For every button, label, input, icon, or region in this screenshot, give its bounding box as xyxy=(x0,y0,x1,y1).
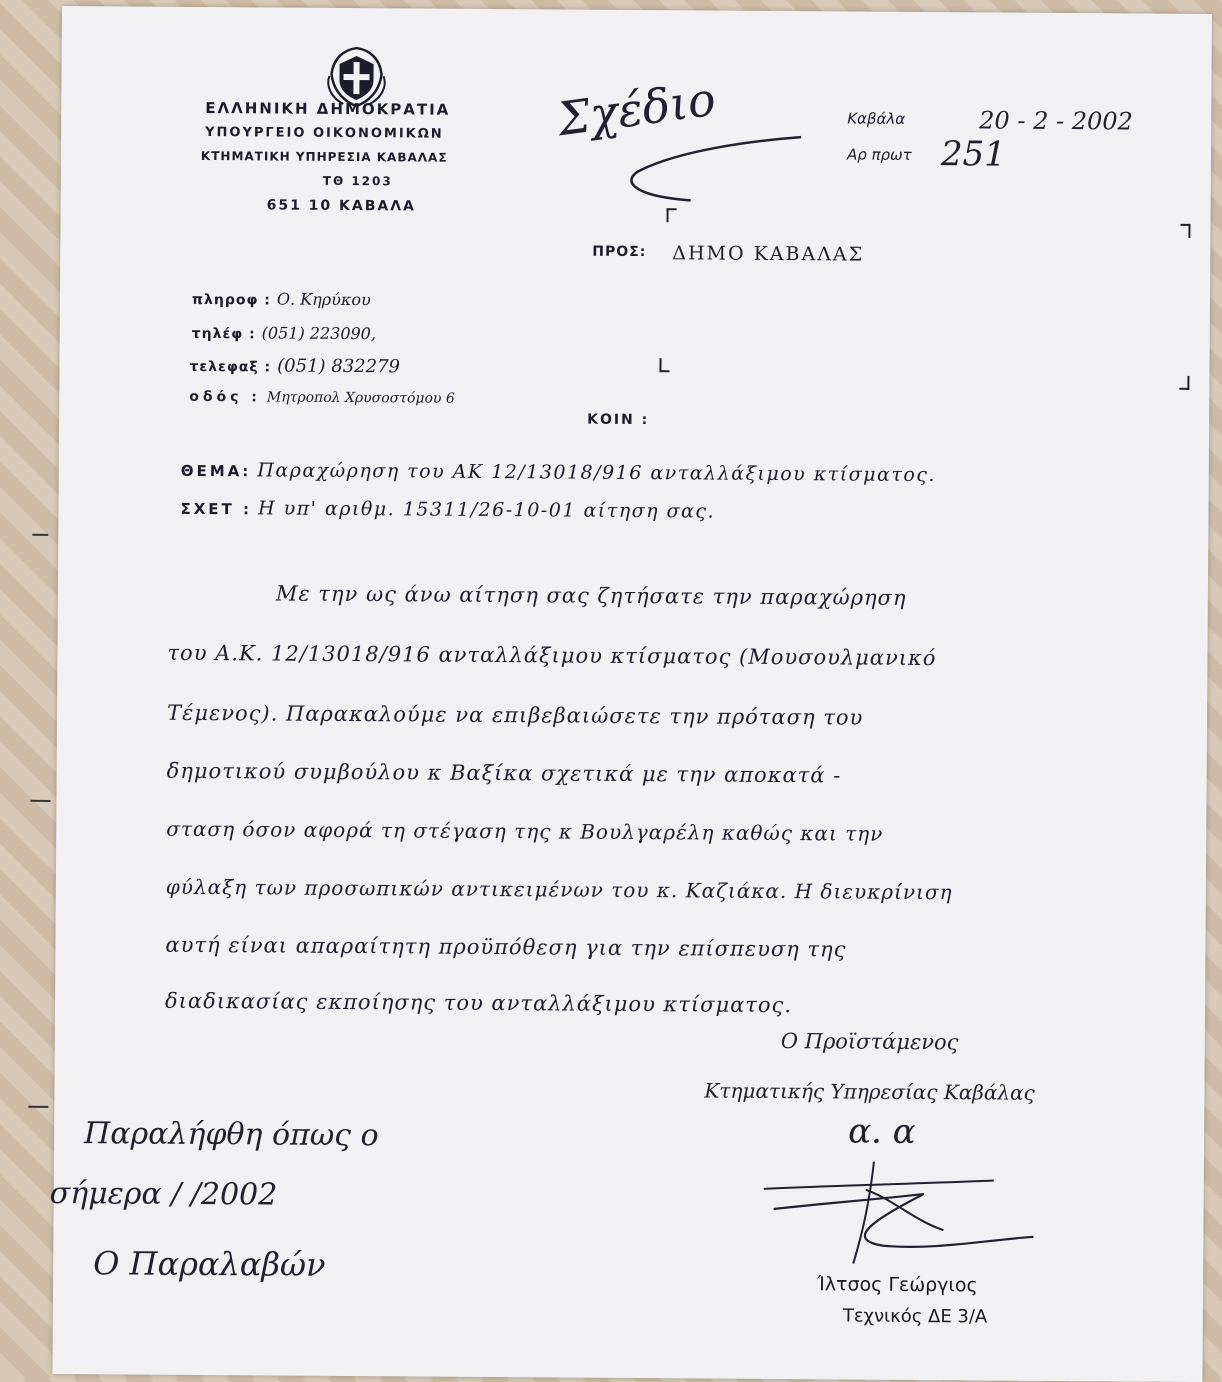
to-value: ΔΗΜΟ ΚΑΒΑΛΑΣ xyxy=(672,242,865,266)
signature-scribble xyxy=(753,1159,1044,1271)
org-line-4: ΤΘ 1203 xyxy=(322,173,393,189)
margin-mark xyxy=(30,800,50,802)
protocol-number: 251 xyxy=(940,134,1007,175)
body-line: φύλαξη των προσωπικών αντικειμένων του κ. Καζιάκα. Η διευκρίνιση xyxy=(165,874,953,905)
subject-label: ΘΕΜΑ: xyxy=(180,461,252,481)
body-line: Τέμενος). Παρακαλούμε να επιβεβαιώσετε την πρόταση του xyxy=(166,700,864,730)
contact-row-4 xyxy=(189,389,455,407)
bracket-top-right xyxy=(1180,224,1190,238)
bracket-top-left xyxy=(667,208,677,222)
reference-text: Η υπ' αριθμ. 15311/26-10-01 αίτηση σας. xyxy=(257,497,716,523)
contact-row-1 xyxy=(192,289,371,309)
to-label: ΠΡΟΣ: xyxy=(592,243,647,261)
signatory-name: Ίλτσος Γεώργιος xyxy=(817,1273,978,1297)
body-line: Με την ως άνω αίτηση σας ζητήσατε την παραχώρηση xyxy=(275,581,907,610)
org-line-3: ΚΤΗΜΑΤΙΚΗ ΥΠΗΡΕΣΙΑ ΚΑΒΑΛΑΣ xyxy=(200,148,448,165)
signature-initials: α. α xyxy=(848,1111,916,1152)
contact-label: τηλέφ : xyxy=(191,325,256,343)
subject-text: Παραχώρηση του ΑΚ 12/13018/916 ανταλλάξιμου κτίσματος. xyxy=(257,459,937,487)
bracket-bottom-left xyxy=(659,358,669,372)
body-line: δημοτικού συμβούλου κ Βαξίκα σχετικά με την αποκατά - xyxy=(166,758,842,788)
signatory-title: Τεχνικός ΔΕ 3/Α xyxy=(842,1305,988,1328)
contact-value: Μητροπολ Χρυσοστόμου 6 xyxy=(266,389,455,407)
document-page xyxy=(49,6,1212,1382)
subject-row xyxy=(181,459,936,486)
signature-line-2: Κτηματικής Υπηρεσίας Καβάλας xyxy=(704,1078,1035,1105)
body-line: σταση όσον αφορά τη στέγαση της κ Βουλγαρέλη καθώς και την xyxy=(166,816,884,846)
receipt-note-line-1: Παραλήφθη όπως ο xyxy=(84,1116,379,1154)
draft-note: Σχέδιο xyxy=(554,71,719,147)
body-line: του Α.Κ. 12/13018/916 ανταλλάξιμου κτίσματος (Μουσουλμανικό xyxy=(167,640,937,671)
margin-mark xyxy=(28,1106,48,1108)
reference-label: ΣΧΕΤ : xyxy=(180,499,253,519)
bracket-bottom-right xyxy=(1179,376,1189,390)
org-line-2: ΥΠΟΥΡΓΕΙΟ ΟΙΚΟΝΟΜΙΚΩΝ xyxy=(205,125,444,142)
signature-line-1: Ο Προϊστάμενος xyxy=(780,1029,959,1055)
date-value: 20 - 2 - 2002 xyxy=(979,106,1133,136)
org-line-5: 651 10 ΚΑΒΑΛΑ xyxy=(266,197,416,215)
place-label: Καβάλα xyxy=(847,109,906,128)
contact-value: Ο. Κηρύκου xyxy=(276,289,371,310)
contact-label: τελεφαξ : xyxy=(189,358,272,376)
draft-underline-stroke xyxy=(601,130,812,211)
body-line: διαδικασίας εκποίησης του ανταλλάξιμου κτίσματος. xyxy=(164,988,793,1018)
receipt-note-line-2: σήμερα / /2002 xyxy=(49,1175,278,1213)
contact-row-3 xyxy=(189,355,400,377)
receipt-note-line-3: Ο Παραλαβών xyxy=(93,1244,326,1284)
contact-value: (051) 223090, xyxy=(261,323,377,344)
contact-label: οδός : xyxy=(189,388,261,406)
cc-label: ΚΟΙΝ : xyxy=(587,411,650,429)
body-line: αυτή είναι απαραίτητη προϋπόθεση για την επίσπευση της xyxy=(165,932,847,962)
protocol-label: Αρ πρωτ xyxy=(846,145,912,164)
org-line-1: ΕΛΛΗΝΙΚΗ ΔΗΜΟΚΡΑΤΙΑ xyxy=(205,99,451,119)
contact-value: (051) 832279 xyxy=(277,355,401,378)
margin-mark xyxy=(32,534,48,536)
reference-row xyxy=(180,497,715,523)
contact-label: πληροφ : xyxy=(191,291,271,309)
contact-row-2 xyxy=(192,323,376,343)
